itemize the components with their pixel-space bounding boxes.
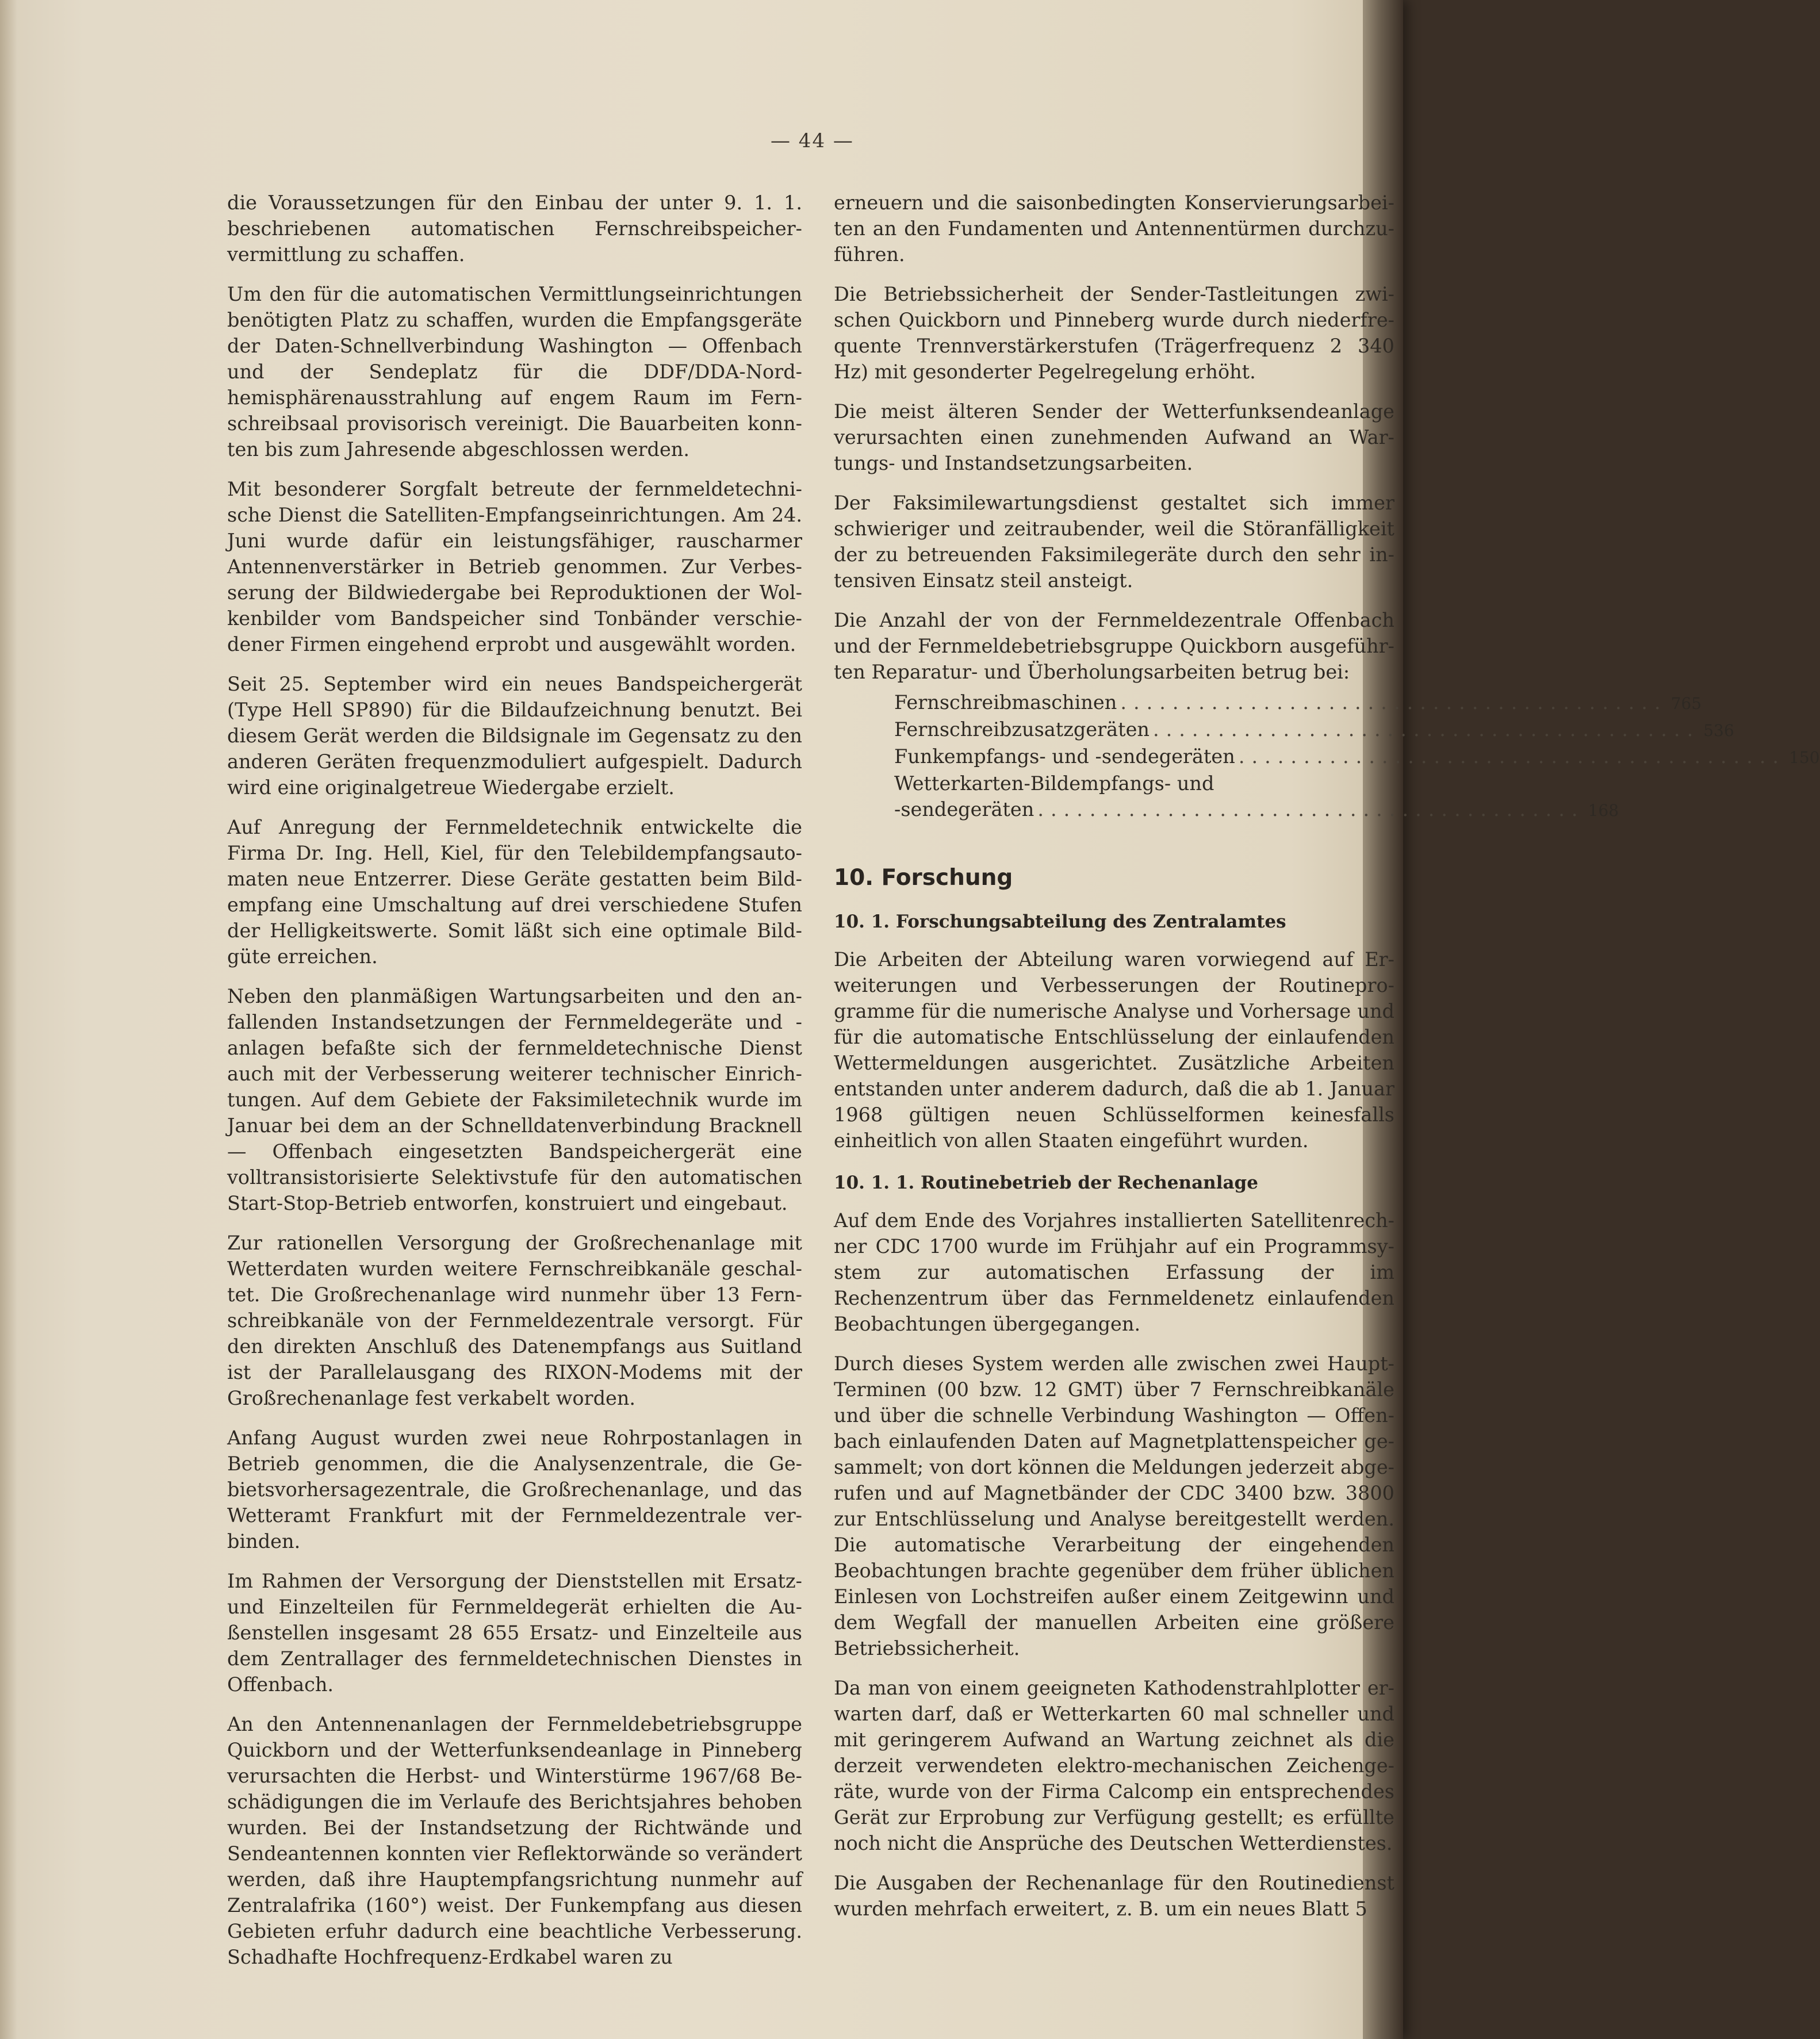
paragraph: Auf dem Ende des Vorjahres installierten Satellitenrechner CDC 1700 wurde im Frühjahr auf ein Programmsystem zur automatischen Erfassung der im Rechenzentrum über das Fernmeldenetz einlaufenden Beobachtungen übergegangen. [834, 1209, 1394, 1335]
stats-value: 765 [1670, 694, 1702, 713]
stats-label: Fernschreibmaschinen [894, 691, 1117, 714]
paragraph: Im Rahmen der Versorgung der Dienststellen mit Ersatz- und Einzelteilen für Fernmeldegerät erhielten die Außenstellen insgesamt 28 655 Ersatz- und Einzelteile aus dem Zentrallager des fernmeldetechnischen Dienstes in Offenbach. [227, 1570, 802, 1696]
paragraph: Die Betriebssicherheit der Sender-Tastleitungen zwischen Quickborn und Pinneberg wurde durch niederfrequente Trennverstärkerstufen (Trägerfrequenz 2 340 Hz) mit gesonderter Pegelregelung erhöht. [834, 283, 1394, 383]
stats-row [894, 771, 1619, 823]
paragraph: An den Antennenanlagen der Fernmeldebetriebsgruppe Quickborn und der Wetterfunksendeanlage in Pinneberg verursachten die Herbst- und Winterstürme 1967/68 Beschädigungen die im Verlaufe des Berichtsjahres behoben wurden. Bei der Instandsetzung der Richtwände und Sendeantennen konnten vier Reflektorwände so verändert werden, daß ihre Hauptempfangsrichtung nunmehr auf Zentralafrika (160°) weist. Der Funkempfang aus diesen Gebieten erfuhr dadurch eine beachtliche Verbesserung. Schadhafte Hochfrequenz-Erdkabel waren zu [227, 1713, 802, 1968]
section-heading: 10. Forschung [834, 865, 1013, 891]
paragraph: Zur rationellen Versorgung der Großrechenanlage mit Wetterdaten wurden weitere Fernschreibkanäle geschaltet. Die Großrechenanlage wird nunmehr über 13 Fernschreibkanäle von der Fernmeldezentrale versorgt. Für den direkten Anschluß des Datenempfangs aus Suitland ist der Parallelausgang des RIXON-Modems mit der Großrechenanlage fest verkabelt worden. [227, 1232, 802, 1409]
paragraph: Neben den planmäßigen Wartungsarbeiten und den anfallenden Instandsetzungen der Fernmeldegeräte und -anlagen befaßte sich der fernmeldetechnische Dienst auch mit der Verbesserung weiterer technischer Einrichtungen. Auf dem Gebiete der Faksimiletechnik wurde im Januar bei dem an der Schnelldatenverbindung Bracknell — Offenbach eingesetzten Bandspeichergerät eine volltransistorisierte Selektivstufe für den automatischen Start-Stop-Betrieb entworfen, konstruiert und eingebaut. [227, 985, 802, 1214]
paragraph: Anfang August wurden zwei neue Rohrpostanlagen in Betrieb genommen, die die Analysenzentrale, die Gebietsvorhersagezentrale, die Großrechenanlage, und das Wetteramt Frankfurt mit der Fernmeldezentrale verbinden. [227, 1427, 802, 1553]
stats-value: 168 [1588, 801, 1619, 820]
stats-label: Funkempfangs- und -sendegeräten [894, 745, 1235, 768]
page-number: — 44 — [771, 129, 854, 152]
stats-row [894, 743, 1820, 771]
paragraph: Seit 25. September wird ein neues Bandspeichergerät (Type Hell SP890) für die Bildaufzeichnung benutzt. Bei diesem Gerät werden die Bildsignale im Gegensatz zu den anderen Geräten frequenzmoduliert aufgespielt. Dadurch wird eine originalgetreue Wiedergabe erzielt. [227, 673, 802, 799]
paragraph: die Voraussetzungen für den Einbau der unter 9. 1. 1. beschriebenen automatischen Fernschreibspeichervermittlung zu schaffen. [227, 191, 802, 266]
stats-row [894, 689, 1702, 716]
paragraph: Da man von einem geeigneten Kathodenstrahlplotter erwarten darf, daß er Wetterkarten 60 mal schneller und mit geringerem Aufwand an Wartung zeichnet als die derzeit verwendeten elektro-mechanischen Zeichengeräte, wurde von der Firma Calcomp ein entsprechendes Gerät zur Erprobung zur Verfügung gestellt; es erfüllte noch nicht die Ansprüche des Deutschen Wetterdienstes. [834, 1677, 1394, 1854]
left-column [227, 190, 802, 1984]
stats-value: 150 [1789, 748, 1820, 767]
paragraph: Um den für die automatischen Vermittlungseinrichtungen benötigten Platz zu schaffen, wurden die Empfangsgeräte der Daten-Schnellverbindung Washington — Offenbach und der Sendeplatz für die DDF/DDA-Nordhemisphärenausstrahlung auf engem Raum im Fernschreibsaal provisorisch vereinigt. Die Bauarbeiten konnten bis zum Jahresende abgeschlossen werden. [227, 283, 802, 461]
subsubsection-heading: 10. 1. 1. Routinebetrieb der Rechenanlage [834, 1172, 1258, 1193]
paragraph: Die Anzahl der von der Fernmeldezentrale Offenbach und der Fernmeldebetriebsgruppe Quickborn ausgeführten Reparatur- und Überholungsarbeiten betrug bei: [834, 609, 1394, 683]
repair-statistics-list [894, 689, 1820, 823]
stats-label: Wetterkarten-Bildempfangs- und [894, 772, 1214, 795]
stats-label: Fernschreibzusatzgeräten [894, 718, 1150, 741]
stats-row [894, 716, 1734, 743]
paragraph: Die Ausgaben der Rechenanlage für den Routinedienst wurden mehrfach erweitert, z. B. um ein neues Blatt 5 [834, 1872, 1394, 1920]
paragraph: Durch dieses System werden alle zwischen zwei HauptTerminen (00 bzw. 12 GMT) über 7 Fernschreibkanäle und über die schnelle Verbindung Washington — Offenbach einlaufenden Daten auf Magnetplattenspeicher gesammelt; von dort können die Meldungen jederzeit abgerufen und auf Magnetbänder der CDC 3400 bzw. 3800 zur Entschlüsselung und Analyse bereitgestellt werden. Die automatische Verarbeitung der eingehenden Beobachtungen brachte gegenüber dem früher üblichen Einlesen von Lochstreifen außer einem Zeitgewinn und dem Wegfall der manuellen Arbeiten eine größere Betriebssicherheit. [834, 1352, 1394, 1659]
leader-dots: .......................................... [1238, 745, 1786, 768]
leader-dots: .......................................... [1120, 691, 1668, 714]
paragraph: Mit besonderer Sorgfalt betreute der fernmeldetechnische Dienst die Satelliten-Empfangseinrichtungen. Am 24. Juni wurde dafür ein leistungsfähiger, rauscharmer Antennenverstärker in Betrieb genommen. Zur Verbesserung der Bildwiedergabe bei Reproduktionen der Wolkenbilder vom Bandspeicher sind Tonbänder verschiedener Firmen eingehend erprobt und ausgewählt worden. [227, 478, 802, 656]
paragraph: Auf Anregung der Fernmeldetechnik entwickelte die Firma Dr. Ing. Hell, Kiel, für den Telebildempfangsautomaten neue Entzerrer. Diese Geräte gestatten beim Bildempfang eine Umschaltung auf drei verschiedene Stufen der Helligkeitswerte. Somit läßt sich eine optimale Bildgüte erreichen. [227, 816, 802, 968]
right-column [834, 190, 1820, 1935]
paragraph: Der Faksimilewartungsdienst gestaltet sich immer schwieriger und zeitraubender, weil die Störanfälligkeit der zu betreuenden Faksimilegeräte durch den sehr intensiven Einsatz steil ansteigt. [834, 492, 1394, 592]
page-binding-shadow [0, 0, 17, 2039]
stats-label-continued: -sendegeräten [894, 798, 1034, 821]
paragraph: Die Arbeiten der Abteilung waren vorwiegend auf Erweiterungen und Verbesserungen der Routineprogramme für die numerische Analyse und Vorhersage und für die automatische Entschlüsselung der einlaufenden Wettermeldungen ausgerichtet. Zusätzliche Arbeiten entstanden unter anderem dadurch, daß die ab 1. Januar 1968 gültigen neuen Schlüsselformen keinesfalls einheitlich von allen Staaten eingeführt wurden. [834, 948, 1394, 1152]
paragraph: erneuern und die saisonbedingten Konservierungsarbeiten an den Fundamenten und Antennentürmen durchzuführen. [834, 191, 1394, 266]
leader-dots: .......................................... [1037, 798, 1585, 821]
leader-dots: .......................................... [1152, 718, 1700, 741]
stats-value: 536 [1703, 721, 1734, 740]
subsection-heading: 10. 1. Forschungsabteilung des Zentralamtes [834, 911, 1286, 932]
paragraph: Die meist älteren Sender der Wetterfunksendeanlage verursachten einen zunehmenden Aufwand an Wartungs- und Instandsetzungsarbeiten. [834, 400, 1394, 474]
